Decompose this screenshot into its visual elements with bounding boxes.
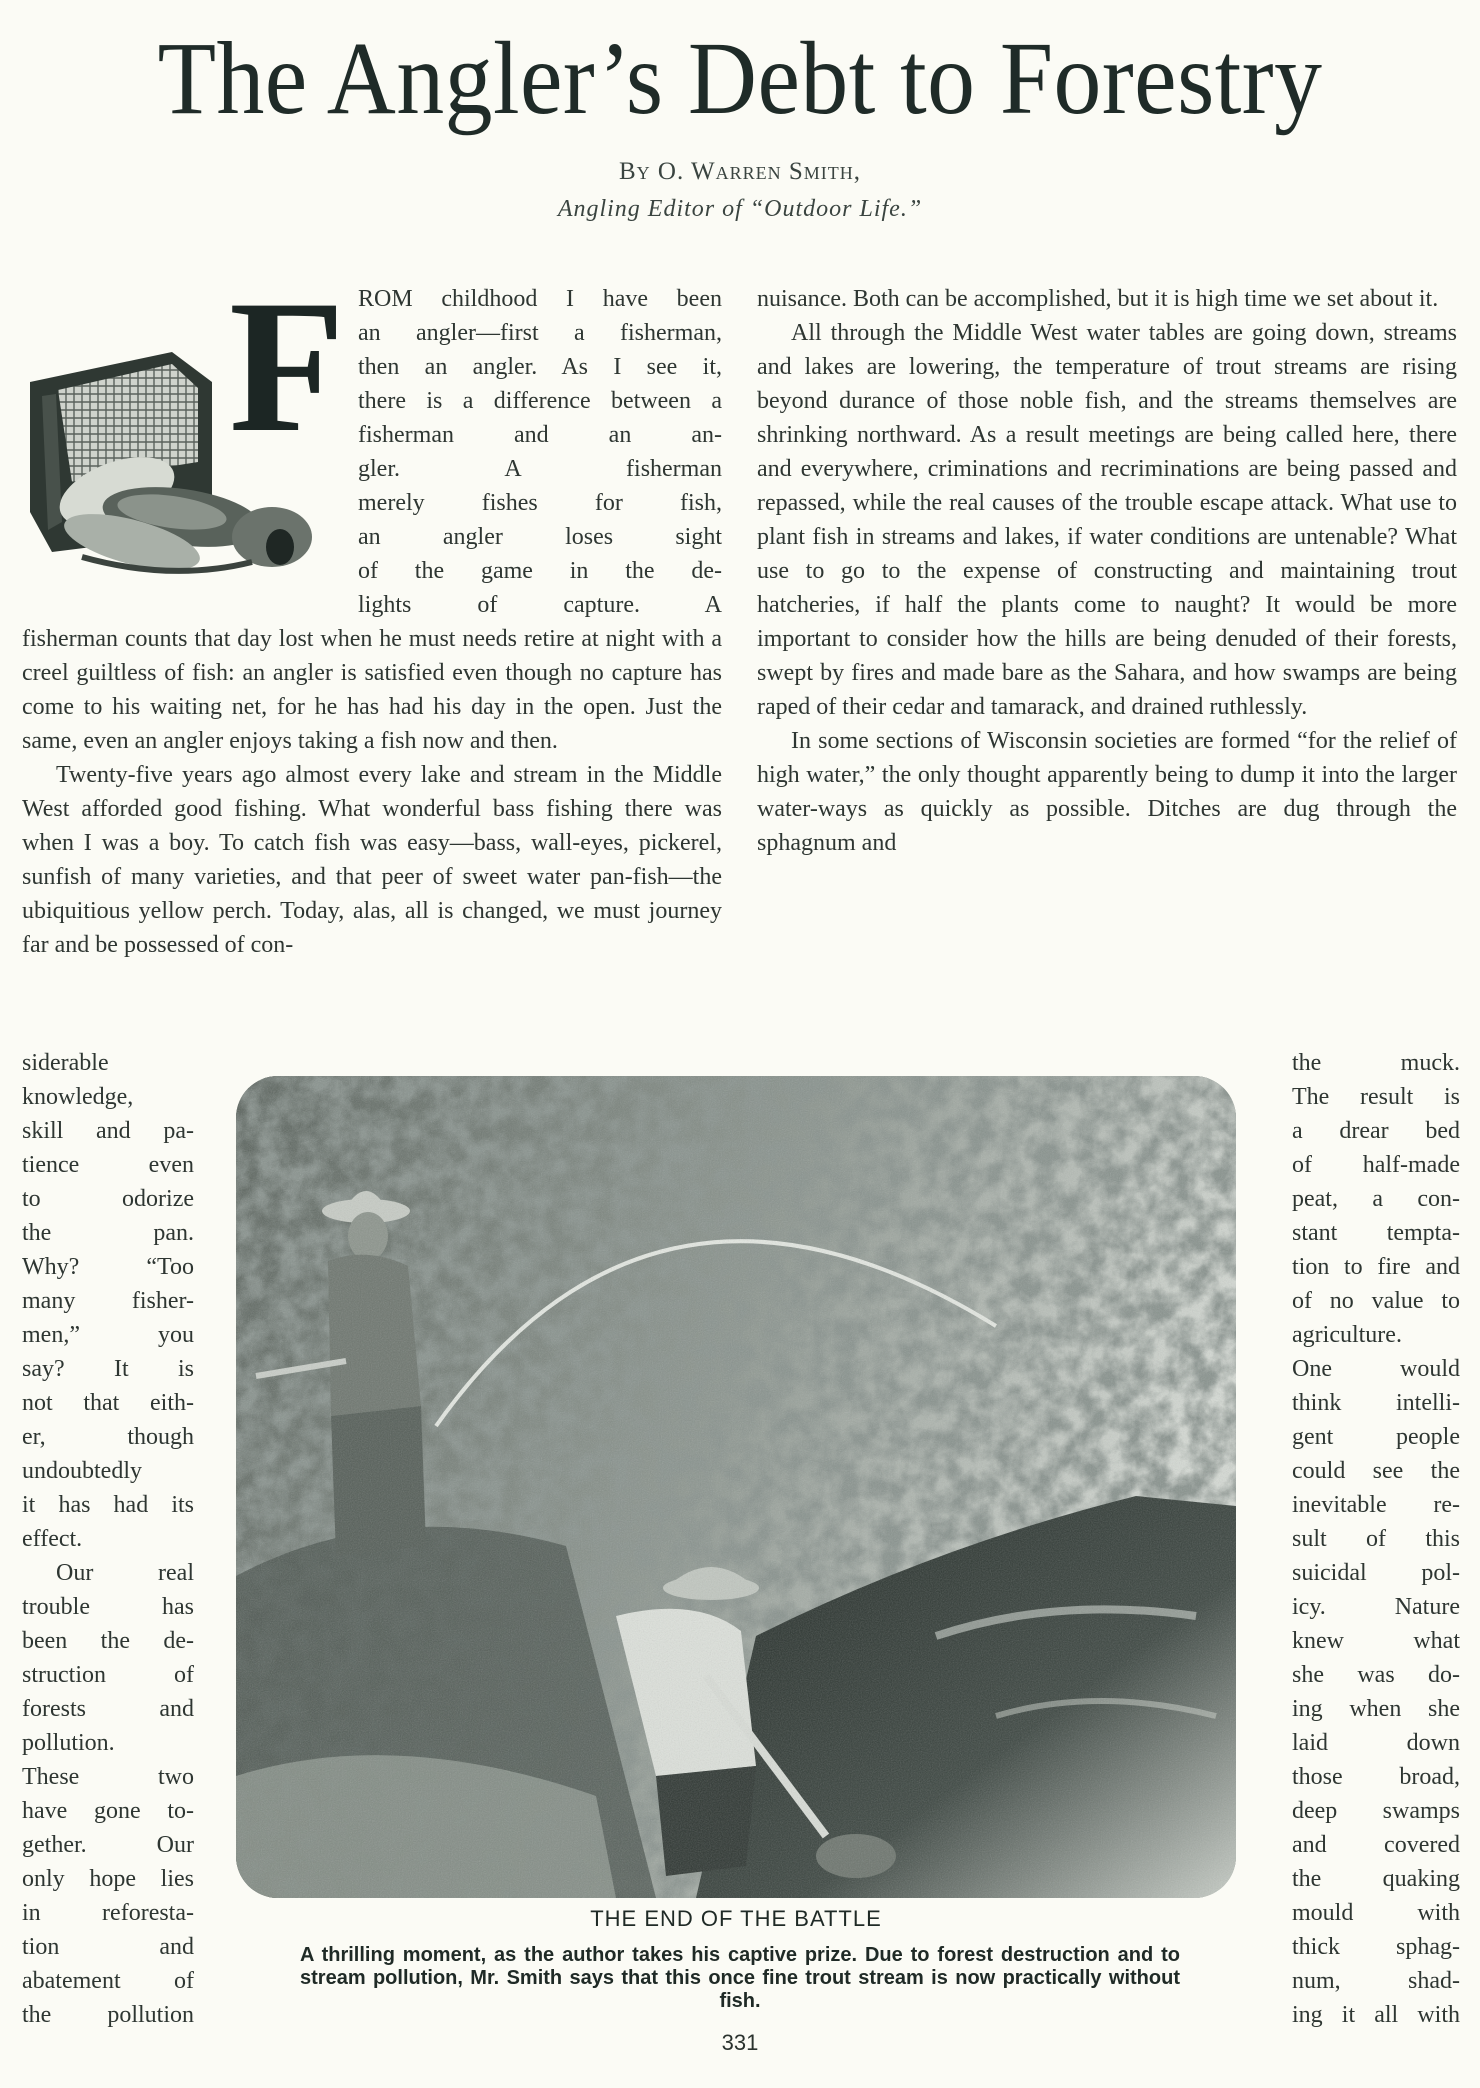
text-line: inevitable re- <box>1292 1492 1460 1518</box>
text-line: she was do- <box>1292 1662 1460 1688</box>
intro-text-line: lights of capture. A <box>358 592 722 618</box>
page-number: 331 <box>721 2030 759 2055</box>
text-line: siderable <box>22 1050 109 1076</box>
paragraph: All through the Middle West water tables are going down, streams and lakes are lowering, the temperature of trout streams are rising beyond durance of those noble fish, and the streams themselves are shrinking northward. As a result meetings are being called here, there and everywhere, criminations and recriminations are being passed and repassed, while the real causes of the trouble escape attack. What use to plant fish in streams and lakes, if water conditions are untenable? What use to go to the expense of constructing and maintaining trout hatcheries, if half the plants come to naught? It would be more important to consider how the hills are being denuded of their forests, swept by fires and made bare as the Sahara, and how swamps are being raped of their cedar and tamarack, and drained ruthlessly. <box>757 320 1457 720</box>
author-affiliation: Angling Editor of “Outdoor Life.” <box>557 196 923 222</box>
byline: By O. Warren Smith, <box>618 158 862 185</box>
text-line: the pan. <box>22 1220 194 1246</box>
photo-caption-title: THE END OF THE BATTLE <box>590 1906 882 1931</box>
intro-text-line: merely fishes for fish, <box>358 490 722 516</box>
text-line: many fisher- <box>22 1288 194 1314</box>
text-line: ing when she <box>1292 1696 1460 1722</box>
text-line: have gone to- <box>22 1798 194 1824</box>
intro-text-line: of the game in the de- <box>358 558 722 584</box>
text-line: thick sphag- <box>1292 1934 1460 1960</box>
text-line: agriculture. <box>1292 1322 1402 1348</box>
text-line: undoubtedly <box>22 1458 142 1484</box>
text-line: stant tempta- <box>1292 1220 1460 1246</box>
text-line: say? It is <box>22 1356 194 1382</box>
text-line: men,” you <box>22 1322 194 1348</box>
paragraph: In some sections of Wisconsin societies are formed “for the relief of high water,” the only thought apparently being to dump it into the larger water-ways as quickly as possible. Ditches are dug through the sphagnum and <box>757 728 1457 856</box>
text-line: the quaking <box>1292 1866 1460 1892</box>
right-narrow-column <box>1292 1046 1460 2032</box>
text-line: of half-made <box>1292 1152 1460 1178</box>
text-line: mould with <box>1292 1900 1460 1926</box>
text-line: num, shad- <box>1292 1968 1460 1994</box>
text-line: gent people <box>1292 1424 1460 1450</box>
fishing-photo-icon <box>236 1076 1236 1898</box>
text-line: pollution. <box>22 1730 115 1756</box>
text-line: The result is <box>1292 1084 1460 1110</box>
photo-end-of-battle <box>236 1076 1236 1898</box>
photo-caption-text: A thrilling moment, as the author takes his captive prize. Due to forest destruction and to stream pollution, Mr. Smith says that this once fine trout stream is now practically without fish. <box>300 1944 1180 2012</box>
text-line: could see the <box>1292 1458 1460 1484</box>
text-line: er, though <box>22 1424 194 1450</box>
text-line: the pollution <box>22 2002 194 2028</box>
text-line: Our real <box>56 1560 194 1586</box>
text-line: ing it all with <box>1292 2002 1460 2028</box>
text-line: tion to fire and <box>1292 1254 1460 1280</box>
text-line: knew what <box>1292 1628 1460 1654</box>
text-line: gether. Our <box>22 1832 194 1858</box>
text-line: laid down <box>1292 1730 1460 1756</box>
intro-text-line: fisherman and an an- <box>358 422 722 448</box>
text-line: struction of <box>22 1662 194 1688</box>
text-line: suicidal pol- <box>1292 1560 1460 1586</box>
article-title: The Angler’s Debt to Forestry <box>157 21 1323 136</box>
text-line: skill and pa- <box>22 1118 194 1144</box>
paragraph: fisherman counts that day lost when he must needs retire at night with a creel guiltless of fish: an angler is satisfied even though no capture has come to his waiting net, for he has had his day in the open. Just the same, even an angler enjoys taking a fish now and then. <box>22 626 722 754</box>
intro-text-line: an angler loses sight <box>358 524 722 550</box>
text-line: not that eith- <box>22 1390 194 1416</box>
text-line: sult of this <box>1292 1526 1460 1552</box>
drop-cap-letter: F <box>229 262 346 472</box>
text-line: those broad, <box>1292 1764 1460 1790</box>
text-line: These two <box>22 1764 194 1790</box>
text-line: the muck. <box>1292 1050 1460 1076</box>
paragraph: Twenty-five years ago almost every lake and stream in the Middle West afforded good fishing. What wonderful bass fishing there was when I was a boy. To catch fish was easy—bass, wall-eyes, pickerel, sunfish of many varieties, and that peer of sweet water pan-fish—the ubiquitious yellow perch. Today, alas, all is changed, we must journey far and be possessed of con- <box>22 762 722 958</box>
paragraph: nuisance. Both can be accomplished, but it is high time we set about it. <box>757 286 1439 312</box>
right-column-top <box>757 282 1457 860</box>
text-line: trouble has <box>22 1594 194 1620</box>
text-line: and covered <box>1292 1832 1460 1858</box>
intro-text-line: gler. A fisherman <box>358 456 722 482</box>
text-line: in reforesta- <box>22 1900 194 1926</box>
text-line: to odorize <box>22 1186 194 1212</box>
text-line: tion and <box>22 1934 194 1960</box>
text-line: abatement of <box>22 1968 194 1994</box>
text-line: of no value to <box>1292 1288 1460 1314</box>
text-line: a drear bed <box>1292 1118 1460 1144</box>
intro-text-line: ROM childhood I have been <box>358 286 722 312</box>
text-line: deep swamps <box>1292 1798 1460 1824</box>
intro-text-line: then an angler. As I see it, <box>358 354 722 380</box>
text-line: icy. Nature <box>1292 1594 1460 1620</box>
dropcap-illustration <box>22 262 348 600</box>
text-line: tience even <box>22 1152 194 1178</box>
text-line: think intelli- <box>1292 1390 1460 1416</box>
text-line: only hope lies <box>22 1866 194 1892</box>
text-line: peat, a con- <box>1292 1186 1460 1212</box>
left-column-top <box>22 262 722 962</box>
intro-text-line: an angler—first a fisherman, <box>358 320 722 346</box>
left-narrow-column <box>22 1046 194 2032</box>
intro-text-line: there is a difference between a <box>358 388 722 414</box>
text-line: One would <box>1292 1356 1460 1382</box>
text-line: effect. <box>22 1526 83 1552</box>
text-line: knowledge, <box>22 1084 134 1110</box>
text-line: Why? “Too <box>22 1254 194 1280</box>
text-line: been the de- <box>22 1628 194 1654</box>
text-line: forests and <box>22 1696 194 1722</box>
text-line: it has had its <box>22 1492 194 1518</box>
